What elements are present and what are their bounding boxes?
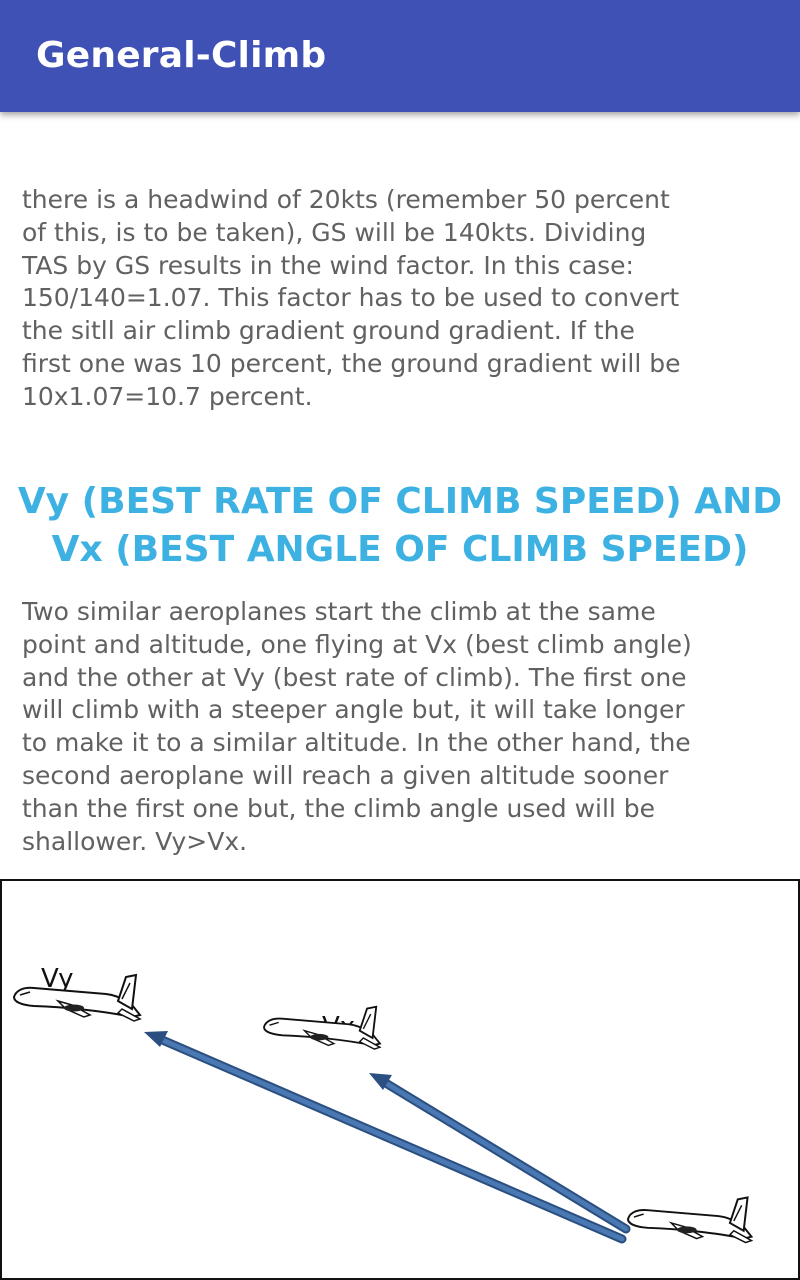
- climb-diagram: [0, 879, 800, 1280]
- label-vy: Vy: [41, 964, 74, 994]
- section-heading: Vy (BEST RATE OF CLIMB SPEED) AND Vx (BEST ANGLE OF CLIMB SPEED): [17, 481, 783, 570]
- paragraph-wind-factor: there is a headwind of 20kts (remember 50 percent of this, is to be taken), GS will be 140kts. Dividing TAS by GS results in the wind factor. In this case: 150/140=1.07. This factor has to be used to convert the sitll air climb gradient ground gradient. If the first one was 10 percent, the ground gradient will be 10x1.07=10.7 percent.: [22, 185, 681, 411]
- app-bar: [0, 0, 800, 112]
- paragraph-vx-vy: Two similar aeroplanes start the climb at the same point and altitude, one flying at Vx (best climb angle) and the other at Vy (best rate of climb). The first one will climb with a steeper angle but, it will take longer to make it to a similar altitude. In the other hand, the second aeroplane will reach a given altitude sooner than the first one but, the climb angle used will be shallower. Vy>Vx.: [22, 597, 692, 856]
- page-title: General-Climb: [36, 35, 327, 76]
- climb-diagram-svg: [0, 879, 800, 1280]
- content-scroll-area[interactable]: [0, 112, 800, 1280]
